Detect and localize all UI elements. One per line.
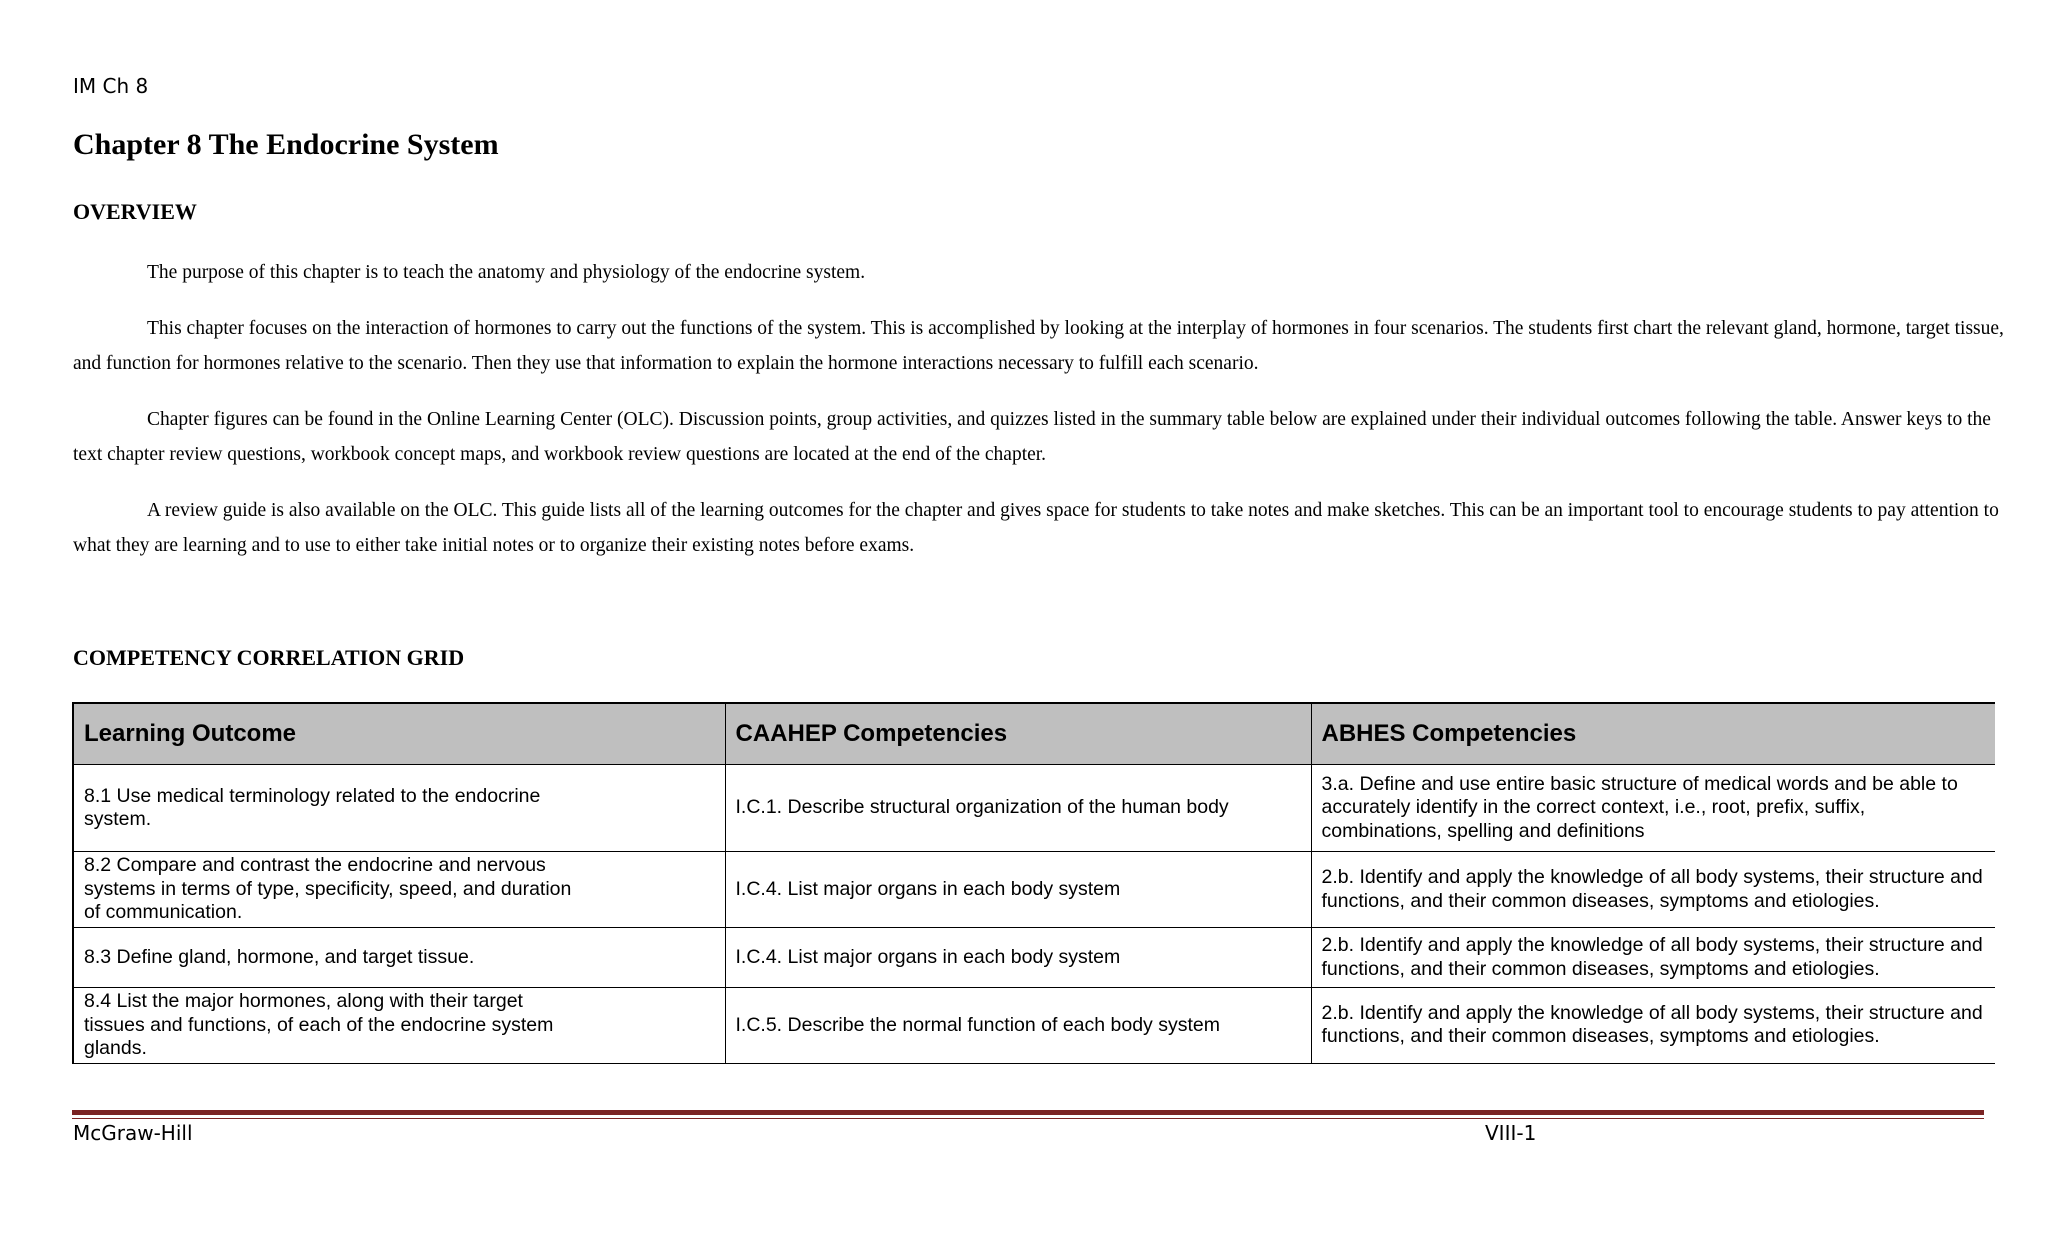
learning-outcome-cell — [73, 928, 725, 988]
footer-rule-thin — [72, 1118, 1984, 1119]
caahep-cell: I.C.5. Describe the normal function of each body system — [725, 988, 1311, 1064]
footer-rule — [72, 1110, 1984, 1115]
chapter-title: Chapter 8 The Endocrine System — [73, 128, 499, 161]
caahep-cell: I.C.4. List major organs in each body system — [725, 852, 1311, 928]
column-header-learning-outcome: Learning Outcome — [73, 703, 725, 765]
competency-grid-heading: COMPETENCY CORRELATION GRID — [73, 645, 465, 670]
footer-publisher: McGraw-Hill — [73, 1121, 193, 1145]
abhes-cell: 2.b. Identify and apply the knowledge of all body systems, their structure and functions, and their common diseases, symptoms and etiologies. — [1311, 852, 1995, 928]
table-row — [73, 765, 1995, 852]
caahep-cell: I.C.1. Describe structural organization of the human body — [725, 765, 1311, 852]
learning-outcome-cell — [73, 765, 725, 852]
learning-outcome-text: 8.1 Use medical terminology related to the endocrine system. — [84, 784, 541, 830]
table-row — [73, 988, 1995, 1064]
learning-outcome-cell — [73, 988, 725, 1064]
overview-paragraph: Chapter figures can be found in the Online Learning Center (OLC). Discussion points, group activities, and quizzes listed in the summary table below are explained under their individual outcomes following the table. Answer keys to the text chapter review questions, workbook concept maps, and workbook review questions are located at the end of the chapter. — [73, 409, 1991, 465]
table-header-row — [73, 703, 1995, 765]
overview-heading: OVERVIEW — [73, 199, 197, 224]
learning-outcome-text: 8.4 List the major hormones, along with their target tissues and functions, of each of the endocrine system glands. — [84, 990, 554, 1059]
abhes-cell: 2.b. Identify and apply the knowledge of all body systems, their structure and functions, and their common diseases, symptoms and etiologies. — [1311, 928, 1995, 988]
column-header-abhes: ABHES Competencies — [1311, 703, 1995, 765]
caahep-cell: I.C.4. List major organs in each body system — [725, 928, 1311, 988]
table-row — [73, 852, 1995, 928]
learning-outcome-text: 8.2 Compare and contrast the endocrine and nervous systems in terms of type, specificity, speed, and duration of communication. — [84, 854, 572, 924]
learning-outcome-text: 8.3 Define gland, hormone, and target tissue. — [84, 945, 475, 968]
overview-paragraph: The purpose of this chapter is to teach the anatomy and physiology of the endocrine system. — [147, 262, 866, 283]
abhes-cell: 3.a. Define and use entire basic structure of medical words and be able to accurately identify in the correct context, i.e., root, prefix, suffix, combinations, spelling and definitions — [1311, 765, 1995, 852]
abhes-cell: 2.b. Identify and apply the knowledge of all body systems, their structure and functions, and their common diseases, symptoms and etiologies. — [1311, 988, 1995, 1064]
table-row — [73, 928, 1995, 988]
competency-correlation-table — [72, 702, 1995, 1064]
overview-body — [73, 255, 2005, 584]
overview-paragraph: A review guide is also available on the OLC. This guide lists all of the learning outcomes for the chapter and gives space for students to take notes and make sketches. This can be an important tool to encourage students to pay attention to what they are learning and to use to either take initial notes or to organize their existing notes before exams. — [73, 500, 1999, 556]
overview-paragraph: This chapter focuses on the interaction of hormones to carry out the functions of the system. This is accomplished by looking at the interplay of hormones in four scenarios. The students first chart the relevant gland, hormone, target tissue, and function for hormones relative to the scenario. Then they use that information to explain the hormone interactions necessary to fulfill each scenario. — [73, 318, 2004, 374]
footer-page-number: VIII-1 — [1485, 1121, 1537, 1145]
learning-outcome-cell — [73, 852, 725, 928]
column-header-caahep: CAAHEP Competencies — [725, 703, 1311, 765]
running-head: IM Ch 8 — [73, 74, 149, 98]
